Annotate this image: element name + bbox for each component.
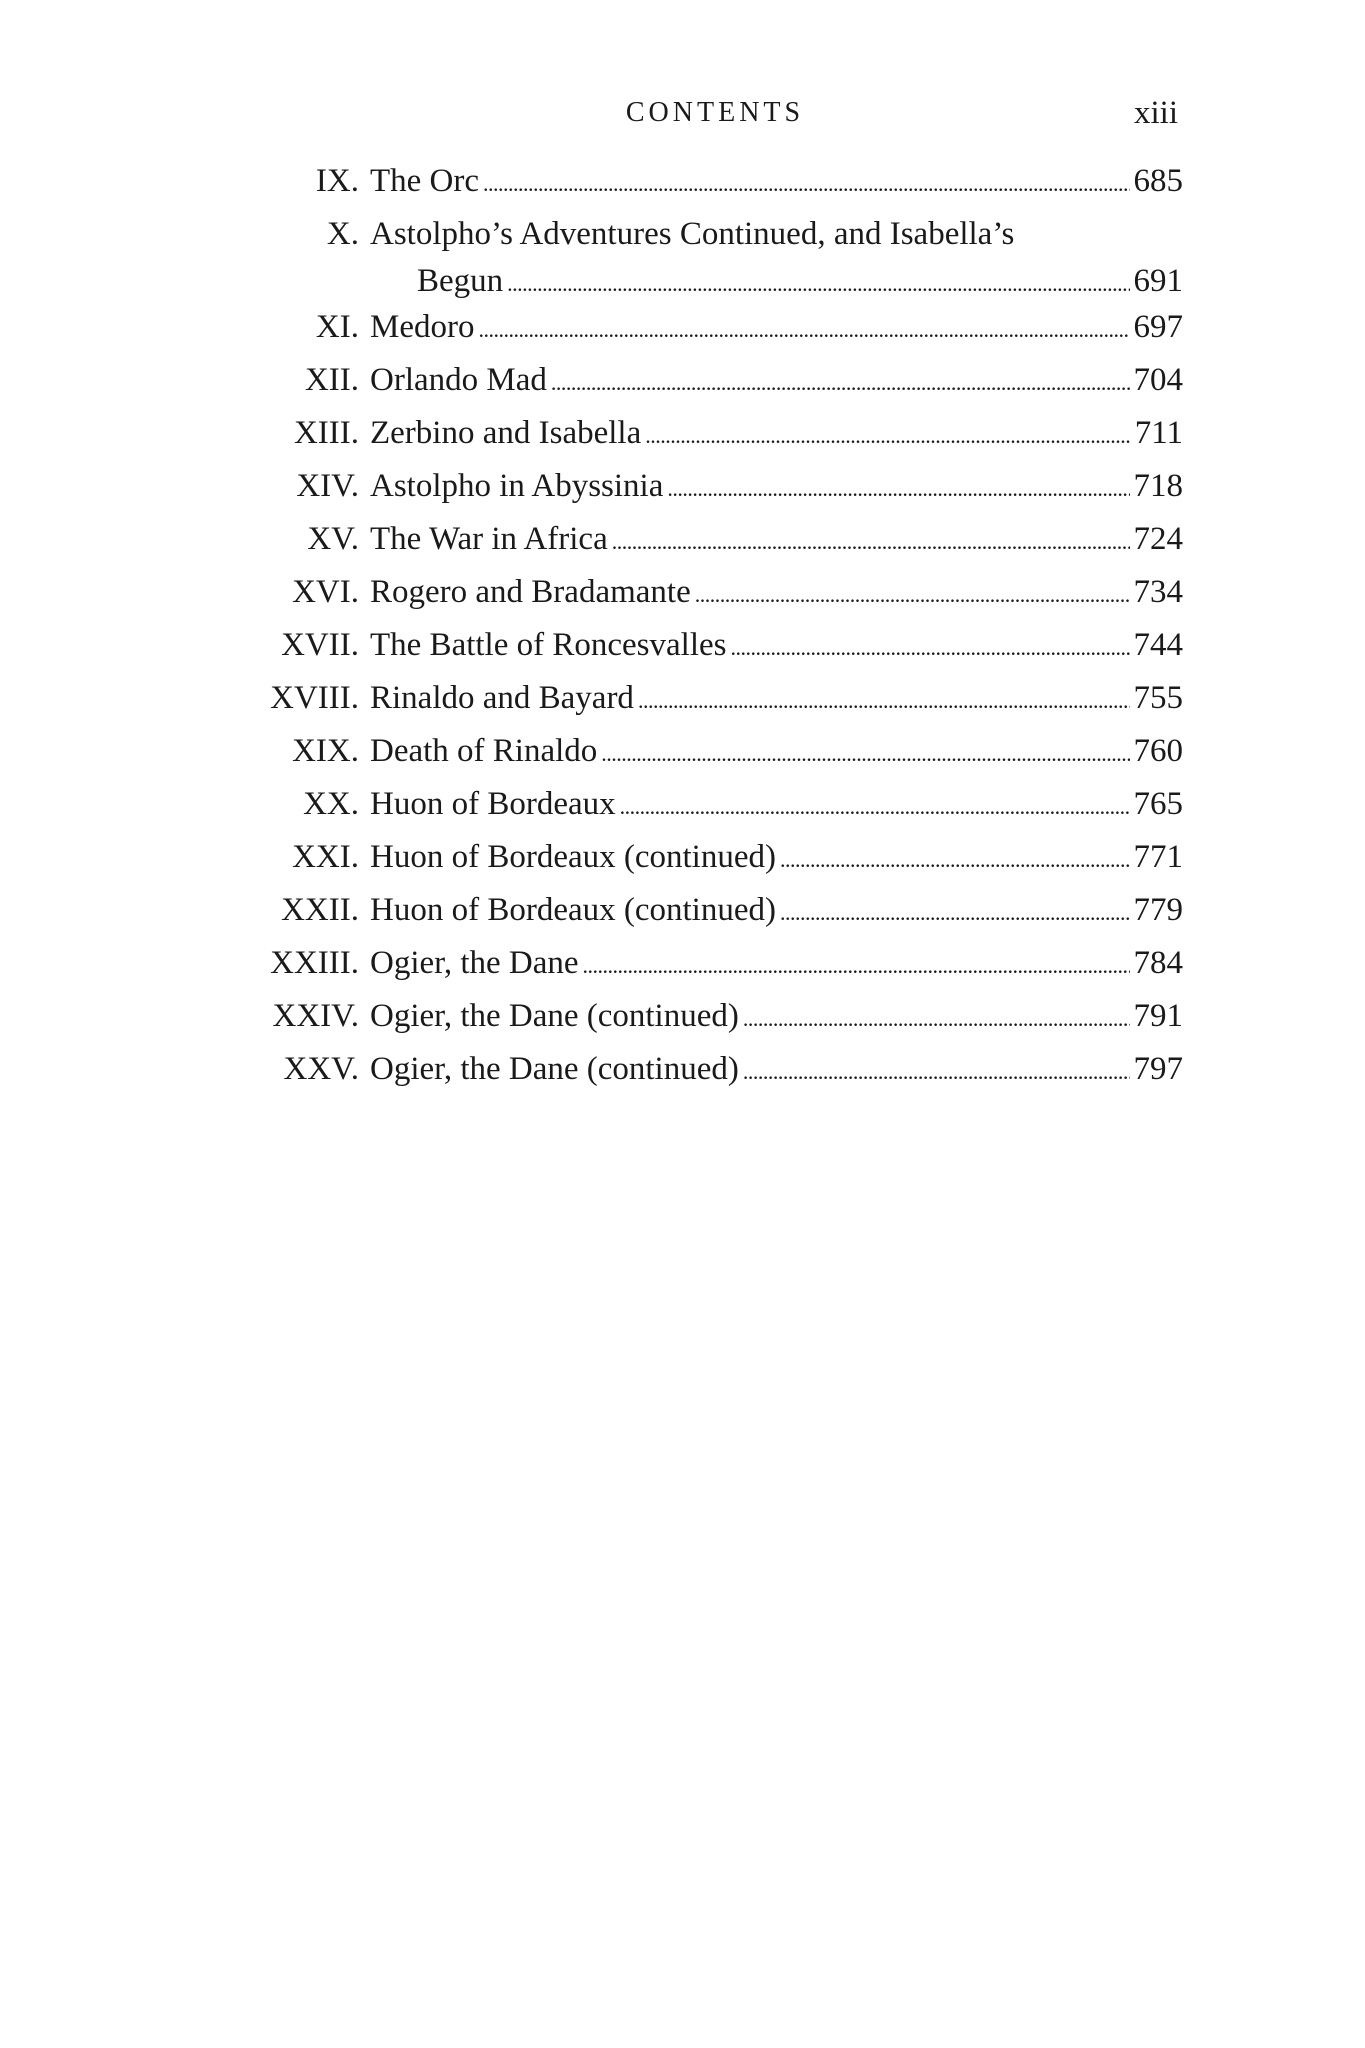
chapter-numeral: XII. — [304, 362, 359, 398]
chapter-title: Huon of Bordeaux (continued) — [370, 892, 776, 928]
chapter-title: The War in Africa — [370, 521, 608, 557]
chapter-title: Astolpho in Abyssinia — [370, 468, 664, 504]
dot-leader — [612, 513, 1130, 568]
toc-entry — [240, 884, 1183, 937]
dot-leader — [551, 354, 1130, 409]
chapter-page: 711 — [1134, 415, 1183, 451]
chapter-page: 724 — [1133, 521, 1183, 557]
chapter-numeral: XXI. — [292, 839, 359, 875]
chapter-title: Rinaldo and Bayard — [370, 680, 634, 716]
chapter-numeral: XXV. — [283, 1051, 359, 1087]
chapter-page: 718 — [1133, 468, 1183, 504]
chapter-page: 771 — [1133, 839, 1183, 875]
chapter-numeral: XV. — [307, 521, 359, 557]
dot-leader — [601, 725, 1129, 780]
chapter-numeral: XXIII. — [270, 945, 359, 981]
page-title: CONTENTS — [625, 97, 805, 128]
dot-leader — [478, 301, 1129, 356]
toc-entry — [240, 155, 1183, 208]
chapter-page: 779 — [1133, 892, 1183, 928]
chapter-numeral: XVIII. — [270, 680, 359, 716]
chapter-numeral: XVII. — [281, 627, 359, 663]
toc-entry — [240, 460, 1183, 513]
chapter-page: 685 — [1133, 163, 1183, 199]
dot-leader — [645, 407, 1131, 462]
chapter-numeral: XVI. — [292, 574, 359, 610]
chapter-numeral: XIII. — [293, 415, 359, 451]
chapter-title: Death of Rinaldo — [370, 733, 598, 769]
chapter-page: 691 — [1133, 263, 1183, 299]
chapter-page: 784 — [1133, 945, 1183, 981]
chapter-title: The Orc — [370, 163, 480, 199]
page-number: xiii — [1133, 95, 1178, 131]
dot-leader — [695, 566, 1130, 621]
chapter-title: Ogier, the Dane (continued) — [370, 1051, 739, 1087]
chapter-title: Ogier, the Dane — [370, 945, 579, 981]
toc-entry — [240, 937, 1183, 990]
chapter-title-line-2: Begun — [417, 263, 504, 299]
chapter-numeral: XXII. — [281, 892, 359, 928]
chapter-page: 704 — [1133, 362, 1183, 398]
toc-entry — [240, 566, 1183, 619]
toc-entry — [240, 619, 1183, 672]
chapter-numeral: XIX. — [292, 733, 359, 769]
toc-entry — [240, 354, 1183, 407]
chapter-numeral: XXIV. — [272, 998, 359, 1034]
toc-entry — [240, 513, 1183, 566]
dot-leader — [620, 778, 1130, 833]
toc-entry — [240, 672, 1183, 725]
table-of-contents — [240, 155, 1183, 1096]
chapter-title: The Battle of Roncesvalles — [370, 627, 727, 663]
toc-entry — [240, 208, 1183, 301]
chapter-numeral: IX. — [315, 163, 359, 199]
chapter-page: 744 — [1133, 627, 1183, 663]
toc-entry — [240, 778, 1183, 831]
chapter-page: 797 — [1133, 1051, 1183, 1087]
dot-leader — [743, 990, 1130, 1045]
chapter-title: Ogier, the Dane (continued) — [370, 998, 739, 1034]
dot-leader — [780, 831, 1130, 886]
chapter-page: 791 — [1133, 998, 1183, 1034]
chapter-title: Huon of Bordeaux — [370, 786, 616, 822]
chapter-title: Huon of Bordeaux (continued) — [370, 839, 776, 875]
chapter-title: Rogero and Bradamante — [370, 574, 691, 610]
chapter-title: Zerbino and Isabella — [370, 415, 642, 451]
chapter-title: Medoro — [370, 309, 475, 345]
toc-entry — [240, 831, 1183, 884]
dot-leader — [667, 460, 1129, 515]
dot-leader — [780, 884, 1130, 939]
toc-entry — [240, 725, 1183, 778]
chapter-page: 760 — [1133, 733, 1183, 769]
chapter-title-line-1: Astolpho’s Adventures Continued, and Isabella’s — [370, 216, 1015, 252]
dot-leader — [730, 619, 1129, 674]
toc-entry — [240, 407, 1183, 460]
chapter-page: 765 — [1133, 786, 1183, 822]
dot-leader — [638, 672, 1130, 727]
dot-leader — [483, 155, 1129, 210]
chapter-numeral: X. — [326, 216, 359, 252]
toc-entry — [240, 990, 1183, 1043]
toc-entry — [240, 301, 1183, 354]
dot-leader — [583, 937, 1130, 992]
dot-leader — [743, 1043, 1130, 1098]
chapter-title: Orlando Mad — [370, 362, 547, 398]
chapter-page: 755 — [1133, 680, 1183, 716]
page-header — [0, 93, 1365, 133]
chapter-numeral: XX. — [303, 786, 359, 822]
toc-entry — [240, 1043, 1183, 1096]
chapter-numeral: XIV. — [296, 468, 359, 504]
dot-leader — [507, 261, 1129, 304]
chapter-numeral: XI. — [315, 309, 359, 345]
chapter-page: 697 — [1133, 309, 1183, 345]
chapter-page: 734 — [1133, 574, 1183, 610]
